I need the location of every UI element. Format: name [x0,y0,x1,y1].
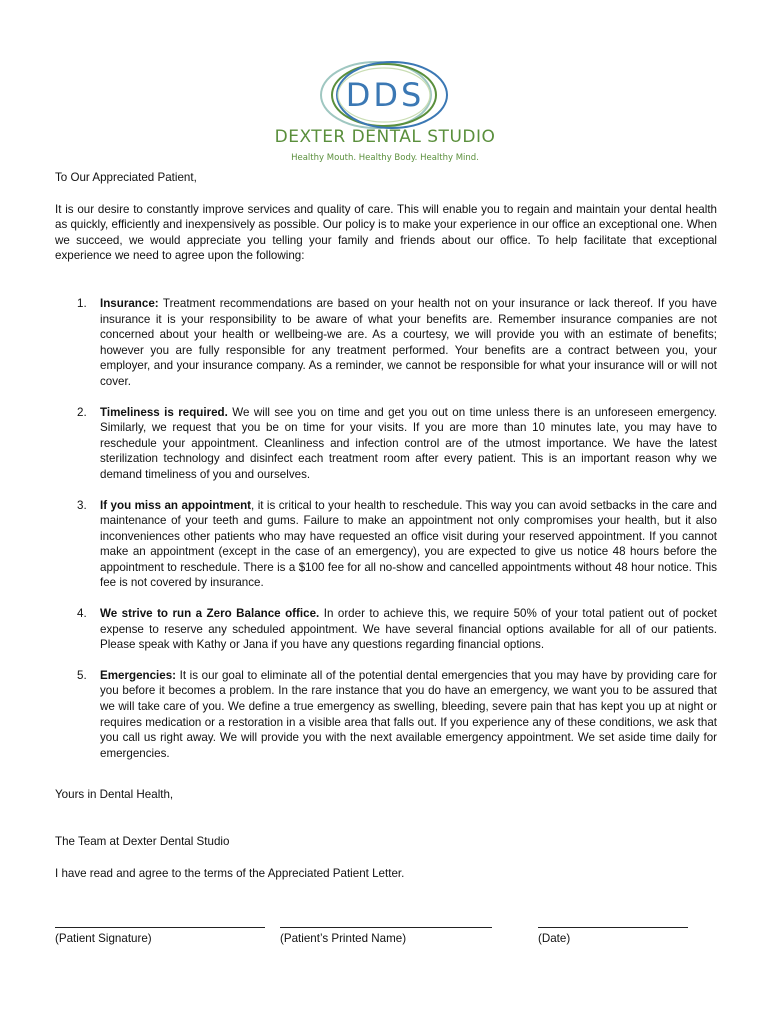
logo-tagline: Healthy Mouth. Healthy Body. Healthy Mind. [291,153,479,163]
printed-name-line[interactable] [280,915,492,928]
policy-number: 4. [77,607,87,621]
signature-line[interactable] [55,915,265,928]
policy-title: If you miss an appointment [100,498,252,512]
policy-number: 3. [77,498,87,512]
signoff-team: The Team at Dexter Dental Studio [55,835,230,848]
logo-studio-name: DEXTER DENTAL STUDIO [274,127,496,147]
policy-item-insurance [55,296,717,390]
signature-row [55,915,717,955]
policy-item-emergencies [55,668,717,762]
date-line[interactable] [538,915,688,928]
intro-paragraph: It is our desire to constantly improve services and quality of care. This will enable you to regain and maintain your dental health as quickly, efficiently and inexpensively as possible. Our policy is to make your experience in our office an exceptional one. When we succeed, we would appreciate you telling your family and friends about our office. To help facilitate that exceptional experience we need to agree upon the following: [55,202,717,263]
policy-title: Emergencies: [100,668,177,682]
patient-printed-name-field[interactable] [280,915,492,947]
policy-text: It is our goal to eliminate all of the potential dental emergencies that you may have by providing care for you before it becomes a problem. In the rare instance that you do have an emergency, we want you to be assured that we will take care of you. We define a true emergency as swelling, bleeding, severe pain that has kept you up at night or requires medication or a restoration in a visible area that falls out. If you experience any of these conditions, we ask that you call us right away. We will provide you with the next available emergency appointment. We set aside time daily for emergencies. [100,668,717,760]
salutation: To Our Appreciated Patient, [55,171,197,184]
policy-number: 1. [77,296,87,310]
policy-item-timeliness [55,405,717,483]
date-field[interactable] [538,915,688,947]
closing-line: Yours in Dental Health, [55,788,174,802]
policy-text: , it is critical to your health to reschedule. This way you can avoid setbacks in the care and maintenance of your teeth and gums. Failure to make an appointment not only compromises your health, but it also inconveniences other patients who may have requested an office visit during your reserved appointment. If you cannot make an appointment (except in the case of an emergency), you are expected to give us notice 48 hours before the appointment to reschedule. There is a $100 fee for all no-show and cancelled appointments without 48 hour notice. This fee is not covered by insurance. [100,498,717,590]
patient-signature-field[interactable] [55,915,265,947]
letter-body [55,170,717,881]
date-label: (Date) [538,932,571,945]
policy-text: In order to achieve this, we require 50% of your total patient out of pocket expense to reserve any scheduled appointment. We have several financial options available for all of our patients. Please speak with Kathy or Jana if you have any questions regarding financial options. [100,607,718,652]
policy-text: Treatment recommendations are based on your health not on your insurance or lack thereof. If you have insurance it is your responsibility to be aware of what your benefits are. Remember insurance companies are not concerned about your health or wellbeing-we are. As a courtesy, we will provide you with an estimate of benefits; however you are fully responsible for any treatment performed. Your benefits are a contract between you, your employer, and your insurance company. As a reminder, we cannot be responsible for what your insurance will or will not cover. [100,296,717,388]
policy-item-missed-appointment [55,498,717,592]
policy-number: 2. [77,405,87,419]
policy-title: Insurance: [100,296,159,310]
agreement-statement: I have read and agree to the terms of the Appreciated Patient Letter. [55,866,405,880]
policy-number: 5. [77,668,87,682]
logo-monogram-text: DDS [345,76,425,114]
policy-item-zero-balance [55,606,717,653]
policy-text: We will see you on time and get you out on time unless there is an unforeseen emergency. Similarly, we request that you be on time for your visits. If you are more than 10 minutes late, you may have to reschedule your appointment. Cleanliness and infection control are of the utmost importance. We have the latest sterilization technology and disinfect each treatment room after every patient. This is an important reason why we demand timeliness of you and ourselves. [100,405,718,481]
dds-monogram-logo [318,58,452,132]
policy-title: We strive to run a Zero Balance office. [100,607,320,621]
signature-label: (Patient Signature) [55,932,152,945]
logo [0,52,770,170]
printed-name-label: (Patient’s Printed Name) [280,932,407,945]
policy-list [55,296,717,761]
policy-title: Timeliness is required. [100,405,228,419]
